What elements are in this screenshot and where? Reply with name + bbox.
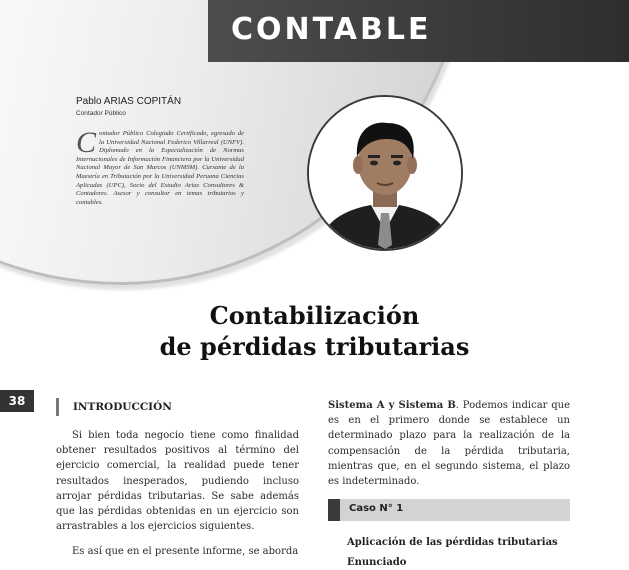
article-title-line1: Contabilización — [209, 301, 420, 330]
author-role: Contador Público — [76, 110, 126, 117]
systems-paragraph-lead: Sistema A y Sistema B — [328, 400, 456, 411]
author-bio-drop-cap: C — [76, 126, 97, 159]
intro-paragraph-2: Es así que en el presente informe, se aborda — [72, 546, 299, 558]
section-label: CONTABLE — [231, 12, 432, 47]
case-label: Caso N° 1 — [349, 503, 404, 515]
intro-paragraph-1: Si bien toda negocio tiene como finalidad obtener resultados positivos al término del ejercicio comercial, la realidad puede tener resultados inesperados, pudiendo incluso arrojar pérdidas tributarias. Se sabe además que las pérdidas obtenidas en un ejercicio son arrastrables a los ejercicios siguientes. — [56, 430, 299, 533]
right-column — [328, 398, 570, 568]
author-photo — [307, 95, 463, 251]
article-title-line2: de pérdidas tributarias — [159, 332, 470, 361]
author-portrait-illustration — [309, 97, 461, 249]
author-bio-text: ontador Público Colegiado Certificado, egresado de la Universidad Nacional Federico Villarreal (UNFV). Diplomado en la Especialización de Normas Internacionales de Información Financiera por la Universidad Nacional Mayor de San Marcos (UNMSM). Cursante de la Maestría en Tributación por la Universidad Peruana Ciencias Aplicadas (UPC), Socio del Estudio Arias Consultores & Contadores. Asesor y consultor en temas tributarios y contables. — [76, 130, 244, 206]
case-subheading-application: Aplicación de las pérdidas tributarias — [347, 537, 558, 549]
case-subheading-statement: Enunciado — [347, 557, 407, 569]
systems-paragraph — [328, 398, 570, 489]
systems-paragraph-text: . Podemos indicar que es en el primero donde se establece un determinado plazo para la realización de la compensación de la pérdida tributaria, mientras que, en el segundo sistema, el plazo es indeterminado. — [328, 400, 570, 488]
author-name: Pablo ARIAS COPITÁN — [76, 96, 182, 107]
left-column — [56, 398, 299, 570]
section-banner — [208, 0, 629, 62]
page-number: 38 — [0, 390, 34, 412]
introduction-heading: INTRODUCCIÓN — [56, 398, 299, 416]
article-title — [0, 300, 629, 362]
author-bio — [76, 126, 244, 207]
case-bar — [328, 499, 570, 521]
